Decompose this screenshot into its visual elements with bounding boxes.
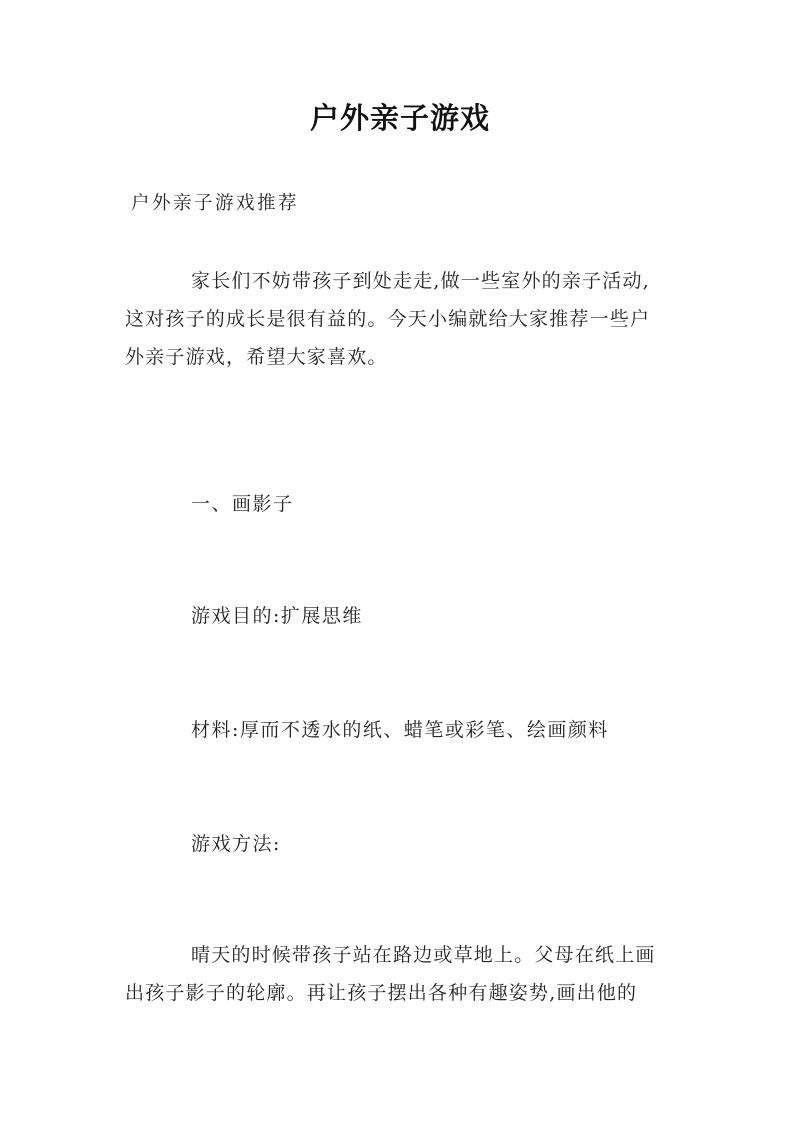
section-heading: 一、画影子 — [191, 493, 294, 515]
intro-paragraph — [125, 262, 695, 376]
game-purpose: 游戏目的:扩展思维 — [191, 605, 363, 627]
method-paragraph — [125, 936, 695, 1012]
document-subtitle: 户外亲子游戏推荐 — [131, 193, 300, 214]
method-label: 游戏方法: — [191, 833, 281, 855]
materials-line: 材料:厚而不透水的纸、蜡笔或彩笔、绘画颜料 — [191, 719, 609, 741]
intro-line-3: 外亲子游戏，希望大家喜欢。 — [125, 346, 388, 368]
method-line-1: 晴天的时候带孩子站在路边或草地上。父母在纸上画 — [191, 944, 656, 966]
method-line-2: 出孩子影子的轮廓。再让孩子摆出各种有趣姿势,画出他的 — [125, 982, 638, 1004]
intro-line-1: 家长们不妨带孩子到处走走,做一些室外的亲子活动, — [191, 270, 650, 292]
document-title: 户外亲子游戏 — [309, 101, 490, 135]
intro-line-2: 这对孩子的成长是很有益的。今天小编就给大家推荐一些户 — [125, 308, 651, 330]
